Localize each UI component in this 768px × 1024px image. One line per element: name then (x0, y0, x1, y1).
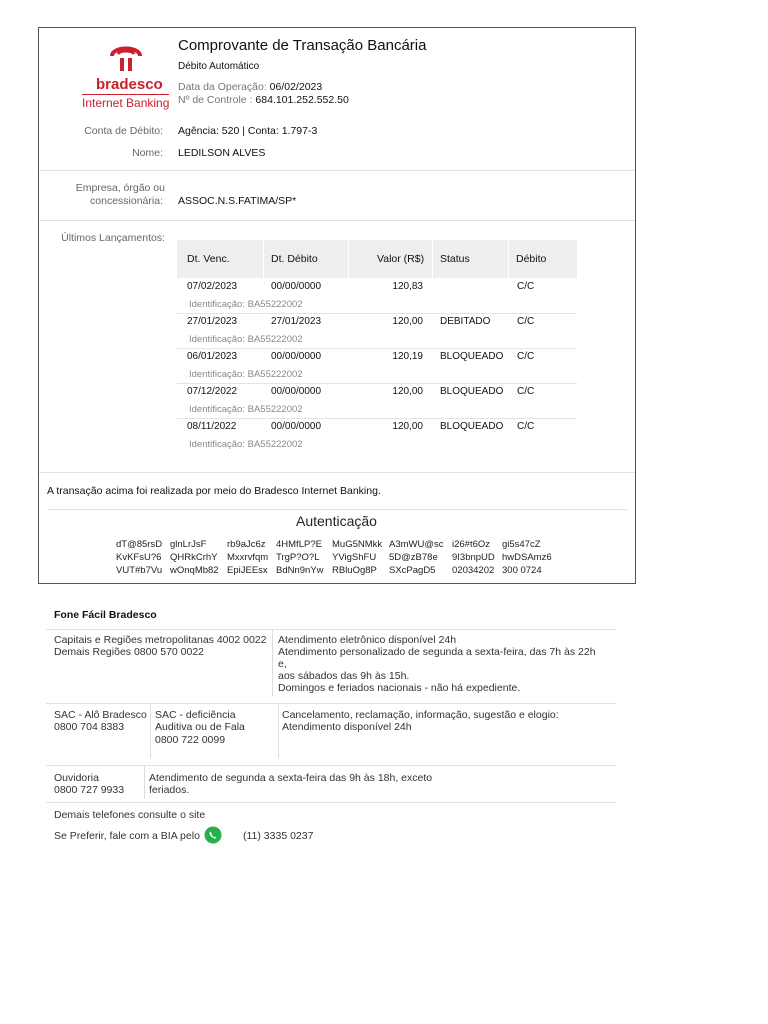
phone-title: Fone Fácil Bradesco (54, 609, 157, 621)
auth-code: 5D@zB78e (389, 552, 438, 563)
row-divider (177, 313, 577, 314)
column-separator (278, 703, 279, 758)
col-header-valor: Valor (R$) (377, 253, 425, 265)
auth-code: 02034202 (452, 565, 495, 576)
auth-code: i26#t6Oz (452, 539, 491, 550)
control-number (178, 94, 349, 106)
auth-code: 300 0724 (502, 565, 542, 576)
sac-deficiency-line-2: Auditiva ou de Fala (155, 721, 245, 733)
operation-date-label: Data da Operação: (178, 81, 267, 93)
row-identification: Identificação: BA55222002 (189, 299, 303, 310)
auth-code: rb9aJc6z (227, 539, 266, 550)
row-valor: 120,00 (392, 421, 423, 432)
auth-code: YVigShFU (332, 552, 377, 563)
row-identification: Identificação: BA55222002 (189, 439, 303, 450)
control-number-label: Nº de Controle : (178, 94, 253, 106)
auth-code: TrgP?O?L (276, 552, 320, 563)
sac-line-2: 0800 704 8383 (54, 721, 125, 733)
divider (39, 170, 635, 171)
bia-phone-number: (11) 3335 0237 (243, 830, 314, 842)
auth-code: A3mWU@sc (389, 539, 444, 550)
auth-code: Mxxrvfqm (227, 552, 269, 563)
row-tipo: C/C (517, 281, 535, 292)
auth-code: KvKFsU?6 (116, 552, 162, 563)
column-separator (150, 703, 151, 758)
company-label-1: Empresa, órgão ou (75, 182, 165, 194)
ombudsman-line-1: Ouvidoria (54, 772, 99, 784)
row-status: BLOQUEADO (440, 421, 504, 432)
bradesco-tree-icon (106, 40, 146, 74)
row-venc: 06/01/2023 (187, 351, 238, 362)
column-separator (508, 240, 509, 278)
auth-code: SXcPagD5 (389, 565, 436, 576)
row-valor: 120,00 (392, 386, 423, 397)
auth-code: wOnqMb82 (170, 565, 219, 576)
row-venc: 08/11/2022 (187, 421, 237, 432)
auth-code: dT@85rsD (116, 539, 163, 550)
auth-code: hwDSAmz6 (502, 552, 552, 563)
divider (46, 765, 616, 766)
row-tipo: C/C (517, 386, 535, 397)
column-separator (432, 240, 433, 278)
auth-code: 4HMfLP?E (276, 539, 322, 550)
row-status: BLOQUEADO (440, 351, 504, 362)
divider (39, 220, 635, 221)
row-valor: 120,00 (392, 316, 423, 327)
attendance-line-5: Domingos e feriados nacionais - não há expediente. (278, 682, 521, 694)
row-debito: 00/00/0000 (271, 386, 322, 397)
bia-text: Se Preferir, fale com a BIA pelo (54, 830, 200, 842)
row-venc: 07/12/2022 (187, 386, 238, 397)
capitals-line-2: Demais Regiões 0800 570 0022 (54, 646, 205, 658)
attendance-line-3: e, (278, 658, 287, 670)
page-subtitle: Débito Automático (178, 61, 260, 72)
col-header-venc: Dt. Venc. (187, 253, 230, 265)
sac-deficiency-line-3: 0800 722 0099 (155, 734, 226, 746)
col-header-tipo: Débito (516, 253, 547, 265)
ombudsman-line-2: 0800 727 9933 (54, 784, 125, 796)
auth-code: gi5s47cZ (502, 539, 541, 550)
sac-line-1: SAC - Alô Bradesco (54, 709, 147, 721)
auth-code: BdNn9nYw (276, 565, 324, 576)
company-label-2: concessionária: (90, 195, 163, 207)
logo-brand: bradesco (96, 76, 163, 93)
other-phones: Demais telefones consulte o site (54, 809, 206, 821)
row-debito: 00/00/0000 (271, 351, 322, 362)
column-separator (263, 240, 264, 278)
divider (39, 472, 635, 473)
auth-code: glnLrJsF (170, 539, 207, 550)
row-divider (177, 418, 577, 419)
attendance-line-4: aos sábados das 9h às 15h. (278, 670, 410, 682)
attendance-line-2: Atendimento personalizado de segunda a sexta-feira, das 7h às 22h (278, 646, 596, 658)
divider (46, 629, 616, 630)
debit-account-label: Conta de Débito: (84, 125, 163, 137)
whatsapp-icon[interactable] (204, 826, 222, 844)
name-value: LEDILSON ALVES (178, 147, 266, 159)
row-tipo: C/C (517, 351, 535, 362)
row-venc: 27/01/2023 (187, 316, 238, 327)
row-venc: 07/02/2023 (187, 281, 238, 292)
attendance-line-1: Atendimento eletrônico disponível 24h (278, 634, 457, 646)
column-separator (272, 629, 273, 696)
bradesco-logo (79, 40, 175, 112)
auth-title: Autenticação (296, 513, 377, 529)
launches-table-header (177, 240, 577, 278)
column-separator (348, 240, 349, 278)
auth-code: VUT#b7Vu (116, 565, 163, 576)
row-debito: 00/00/0000 (271, 281, 322, 292)
control-number-value: 684.101.252.552.50 (255, 94, 349, 106)
logo-subtitle: Internet Banking (82, 96, 170, 110)
auth-code: RBluOg8P (332, 565, 377, 576)
row-status: BLOQUEADO (440, 386, 504, 397)
col-header-debito: Dt. Débito (271, 253, 318, 265)
row-status: DEBITADO (440, 316, 491, 327)
row-divider (177, 383, 577, 384)
auth-code: 9I3bnpUD (452, 552, 495, 563)
row-identification: Identificação: BA55222002 (189, 334, 303, 345)
transaction-note: A transação acima foi realizada por meio do Bradesco Internet Banking. (47, 485, 381, 497)
cancel-line-1: Cancelamento, reclamação, informação, sugestão e elogio: (282, 709, 559, 721)
row-valor: 120,83 (392, 281, 423, 292)
capitals-line-1: Capitais e Regiões metropolitanas 4002 0022 (54, 634, 267, 646)
operation-date-value: 06/02/2023 (269, 81, 323, 93)
auth-code: EpiJEEsx (227, 565, 268, 576)
ombudsman-attendance-1: Atendimento de segunda a sexta-feira das 9h às 18h, exceto (149, 772, 433, 784)
operation-date (178, 81, 322, 93)
page-title: Comprovante de Transação Bancária (178, 37, 427, 54)
row-identification: Identificação: BA55222002 (189, 369, 303, 380)
row-tipo: C/C (517, 421, 535, 432)
debit-account-value: Agência: 520 | Conta: 1.797-3 (178, 125, 318, 137)
auth-code: MuG5NMkk (332, 539, 383, 550)
divider (46, 703, 616, 704)
row-debito: 27/01/2023 (271, 316, 322, 327)
row-valor: 120,19 (392, 351, 423, 362)
name-label: Nome: (132, 147, 163, 159)
column-separator (144, 765, 145, 799)
row-debito: 00/00/0000 (271, 421, 322, 432)
divider (47, 509, 627, 510)
ombudsman-attendance-2: feriados. (149, 784, 190, 796)
col-header-status: Status (440, 253, 470, 265)
row-tipo: C/C (517, 316, 535, 327)
cancel-line-2: Atendimento disponível 24h (282, 721, 412, 733)
company-value: ASSOC.N.S.FATIMA/SP* (178, 195, 297, 207)
sac-deficiency-line-1: SAC - deficiência (155, 709, 236, 721)
row-identification: Identificação: BA55222002 (189, 404, 303, 415)
divider (46, 802, 616, 803)
launches-label: Últimos Lançamentos: (61, 232, 165, 244)
row-divider (177, 348, 577, 349)
auth-code: QHRkCrhY (170, 552, 218, 563)
receipt-card (38, 27, 636, 584)
